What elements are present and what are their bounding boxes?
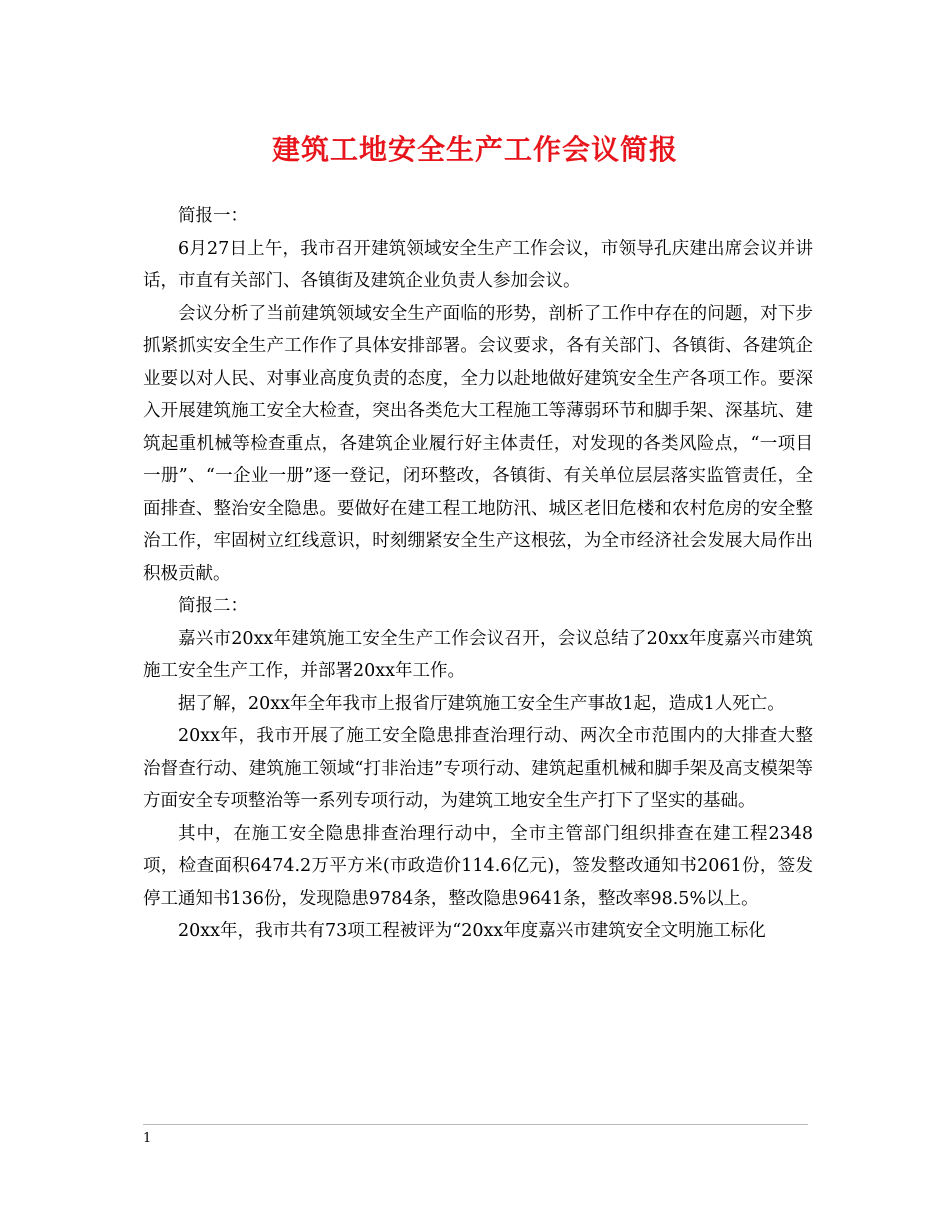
document-body [143, 200, 813, 948]
paragraph: 20xx年，我市共有73项工程被评为“20xx年度嘉兴市建筑安全文明施工标化 [178, 921, 766, 941]
document-title: 建筑工地安全生产工作会议简报 [271, 133, 678, 166]
paragraph: 20xx年，我市开展了施工安全隐患排查治理行动、两次全市范围内的大排查大整治督查行动、建筑施工领域“打非治违”专项行动、建筑起重机械和脚手架及高支模架等方面安全专项整治等一系列专项行动，为建筑工地安全生产打下了坚实的基础。 [143, 726, 813, 811]
paragraph: 会议分析了当前建筑领域安全生产面临的形势，剖析了工作中存在的问题，对下步抓紧抓实安全生产工作作了具体安排部署。会议要求，各有关部门、各镇街、各建筑企业要以对人民、对事业高度负责的态度，全力以赴地做好建筑安全生产各项工作。要深入开展建筑施工安全大检查，突出各类危大工程施工等薄弱环节和脚手架、深基坑、建筑起重机械等检查重点，各建筑企业履行好主体责任，对发现的各类风险点，“一项目一册”、“一企业一册”逐一登记，闭环整改，各镇街、有关单位层层落实监管责任，全面排查、整治安全隐患。要做好在建工程工地防汛、城区老旧危楼和农村危房的安全整治工作，牢固树立红线意识，时刻绷紧安全生产这根弦，为全市经济社会发展大局作出积极贡献。 [143, 303, 813, 584]
paragraph: 其中，在施工安全隐患排查治理行动中，全市主管部门组织排查在建工程2348项，检查面积6474.2万平方米(市政造价114.6亿元)，签发整改通知书2061份，签发停工通知书136份，发现隐患9784条，整改隐患9641条，整改率98.5%以上。 [143, 823, 813, 909]
footer-divider [143, 1124, 808, 1125]
page-number: 1 [143, 1131, 152, 1146]
paragraph: 据了解，20xx年全年我市上报省厅建筑施工安全生产事故1起，造成1人死亡。 [178, 693, 785, 714]
paragraph: 嘉兴市20xx年建筑施工安全生产工作会议召开，会议总结了20xx年度嘉兴市建筑施工安全生产工作，并部署20xx年工作。 [143, 628, 813, 681]
paragraph-section-heading-2: 简报二： [178, 596, 248, 616]
paragraph: 6月27日上午，我市召开建筑领域安全生产工作会议，市领导孔庆建出席会议并讲话，市直有关部门、各镇街及建筑企业负责人参加会议。 [143, 238, 813, 291]
paragraph-section-heading-1: 简报一： [178, 206, 248, 226]
